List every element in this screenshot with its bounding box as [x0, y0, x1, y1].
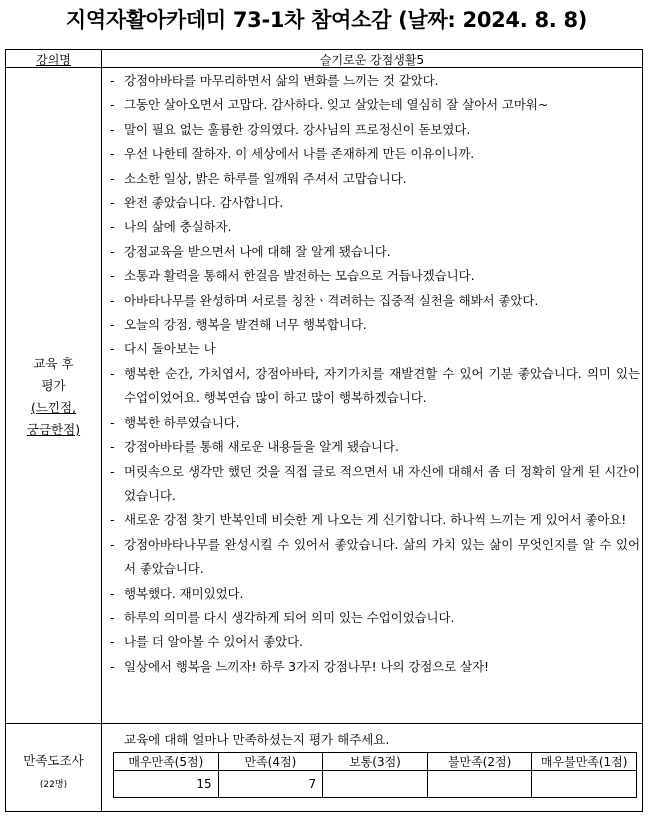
comment-item: - 강점아바타나무를 완성시킬 수 있어서 좋았습니다. 삶의 가치 있는 삶이 무엇인지를 알 수 있어서 좋았습니다.	[110, 533, 640, 582]
satisfaction-header-row	[114, 753, 637, 771]
satisfaction-table	[113, 752, 637, 798]
rating-count-neutral	[323, 771, 428, 798]
comment-item: - 오늘의 강점. 행복을 발견해 너무 행복합니다.	[110, 313, 640, 337]
comment-item: - 나를 더 알아볼 수 있어서 좋았다.	[110, 630, 640, 654]
comment-item: - 다시 돌아보는 나	[110, 337, 640, 361]
comment-item: - 나의 삶에 충실하자.	[110, 215, 640, 239]
rating-header-satisfied: 만족(4점)	[218, 753, 323, 771]
rating-count-very-satisfied: 15	[114, 771, 219, 798]
comment-item: - 아바타나무를 완성하며 서로를 칭찬ㆍ격려하는 집중적 실천을 해봐서 좋았다.	[110, 289, 640, 313]
evaluation-label-line1: 교육 후	[33, 356, 74, 371]
comment-item: - 행복한 순간, 가치엽서, 강점아바타, 자기가치를 재발견할 수 있어 기분 좋았습니다. 의미 있는 수업이었어요. 행복연습 많이 하고 많이 행복하겠습니다.	[110, 362, 640, 411]
comment-item: - 완전 좋았습니다. 감사합니다.	[110, 191, 640, 215]
column-divider	[101, 50, 102, 811]
lecture-title: 슬기로운 강점생활5	[319, 53, 425, 67]
comment-item: - 일상에서 행복을 느끼자! 하루 3가지 강점나무! 나의 강점으로 살자!	[110, 655, 640, 679]
satisfaction-value-row	[114, 771, 637, 798]
lecture-label: 강의명	[36, 53, 71, 67]
rating-count-very-dissatisfied	[532, 771, 637, 798]
comment-item: - 머릿속으로 생각만 했던 것을 직접 글로 적으면서 내 자신에 대해서 좀 더 정확히 알게 된 시간이었습니다.	[110, 460, 640, 509]
comment-item: - 행복한 하루였습니다.	[110, 411, 640, 435]
rating-header-dissatisfied: 불만족(2점)	[427, 753, 532, 771]
comment-item: - 강점아바타를 통해 새로운 내용들을 알게 됐습니다.	[110, 435, 640, 459]
comment-item: - 소소한 일상, 밝은 하루를 일깨워 주셔서 고맙습니다.	[110, 167, 640, 191]
satisfaction-question: 교육에 대해 얼마나 만족하셨는지 평가 해주세요.	[124, 732, 390, 747]
satisfaction-divider	[6, 723, 642, 724]
rating-header-neutral: 보통(3점)	[323, 753, 428, 771]
comment-item: - 강점아바타를 마무리하면서 삶의 변화를 느끼는 것 같았다.	[110, 69, 640, 93]
rating-header-very-dissatisfied: 매우불만족(1점)	[532, 753, 637, 771]
comment-item: - 하루의 의미를 다시 생각하게 되어 의미 있는 수업이었습니다.	[110, 606, 640, 630]
comment-list	[110, 69, 640, 679]
comment-item: - 강점교육을 받으면서 나에 대해 잘 알게 됐습니다.	[110, 240, 640, 264]
rating-header-very-satisfied: 매우만족(5점)	[114, 753, 219, 771]
respondent-count: (22명)	[39, 780, 68, 790]
comment-item: - 소통과 활력을 통해서 한걸음 발전하는 모습으로 거듭나겠습니다.	[110, 264, 640, 288]
comment-item: - 새로운 강점 찾기 반복인데 비슷한 게 나오는 게 신기합니다. 하나씩 느끼는 게 있어서 좋아요!	[110, 508, 640, 532]
comment-item: - 행복했다. 재미있었다.	[110, 582, 640, 606]
survey-table	[5, 49, 643, 812]
comment-item: - 그동안 살아오면서 고맙다. 감사하다. 잊고 살았는데 열심히 잘 살아서 고마워~	[110, 93, 640, 117]
rating-count-satisfied: 7	[218, 771, 323, 798]
evaluation-label	[6, 353, 101, 441]
evaluation-label-line2: 평가	[41, 378, 66, 393]
page-title: 지역자활아카데미 73-1차 참여소감 (날짜: 2024. 8. 8)	[65, 8, 588, 32]
evaluation-label-line3: (느낀점,	[30, 400, 77, 415]
satisfaction-label: 만족도조사	[23, 753, 84, 768]
comment-item: - 우선 나한테 잘하자. 이 세상에서 나를 존재하게 만든 이유이니까.	[110, 142, 640, 166]
comment-item: - 말이 필요 없는 훌륭한 강의였다. 강사님의 프로정신이 돋보였다.	[110, 118, 640, 142]
rating-count-dissatisfied	[427, 771, 532, 798]
evaluation-label-line4: 궁금한점)	[26, 422, 81, 437]
